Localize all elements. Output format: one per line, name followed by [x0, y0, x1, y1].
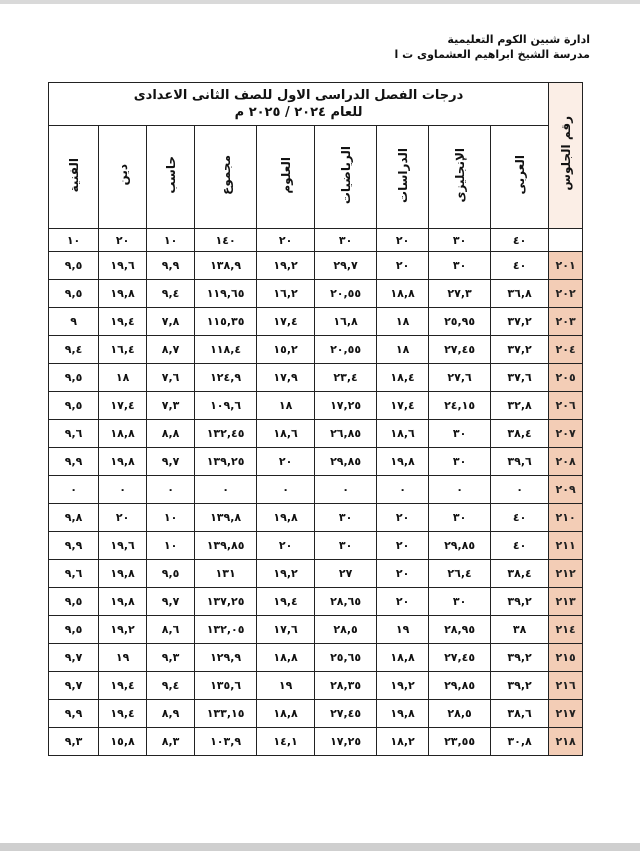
score-cell: ٩	[49, 308, 99, 336]
score-cell: ١٣٢,٠٥	[195, 616, 257, 644]
score-cell: ١١٩,٦٥	[195, 280, 257, 308]
score-cell: ١٦,٤	[99, 336, 147, 364]
score-cell: ١٨	[257, 392, 315, 420]
table-row	[49, 280, 583, 308]
score-cell: ١٩,٨	[99, 588, 147, 616]
score-cell: ٢٠	[377, 560, 429, 588]
column-header: مجموع	[218, 155, 233, 195]
score-cell: ٠	[195, 476, 257, 504]
score-cell: ١٩,٢	[377, 672, 429, 700]
score-cell: ١٤,١	[257, 728, 315, 756]
score-cell: ٣٨,٤	[491, 420, 549, 448]
score-cell: ٢٨,٦٥	[315, 588, 377, 616]
score-cell: ٩,٧	[147, 588, 195, 616]
score-cell: ٣٩,٦	[491, 448, 549, 476]
column-header: الدراسات	[395, 147, 410, 203]
score-cell: ١٣٩,٢٥	[195, 448, 257, 476]
score-cell: ١٨,٨	[99, 420, 147, 448]
score-cell: ١٩,٤	[257, 588, 315, 616]
score-cell: ٧,٣	[147, 392, 195, 420]
score-cell: ١٩,٤	[99, 308, 147, 336]
score-cell: ١٩	[257, 672, 315, 700]
score-cell: ٩,٥	[49, 252, 99, 280]
score-cell: ٠	[377, 476, 429, 504]
column-header-cell	[257, 126, 315, 229]
score-cell: ٣٧,٢	[491, 336, 549, 364]
table-row	[49, 308, 583, 336]
score-cell: ٢٠	[377, 588, 429, 616]
column-header-cell	[491, 126, 549, 229]
score-cell: ٠	[257, 476, 315, 504]
column-header-cell	[99, 126, 147, 229]
seat-number-cell: ٢٠٩	[549, 476, 583, 504]
score-cell: ١٢٩,٩	[195, 644, 257, 672]
score-cell: ١٩,٤	[99, 700, 147, 728]
table-row	[49, 476, 583, 504]
score-cell: ٩,٩	[49, 448, 99, 476]
score-cell: ٢٠	[99, 504, 147, 532]
score-cell: ٠	[429, 476, 491, 504]
score-cell: ٣٧,٦	[491, 364, 549, 392]
score-cell: ١٨,٦	[257, 420, 315, 448]
school-name: مدرسة الشيخ ابراهيم العشماوى ت ا	[394, 48, 590, 61]
score-cell: ١٣١	[195, 560, 257, 588]
seat-number-cell: ٢٠٧	[549, 420, 583, 448]
column-header: العربى	[512, 155, 527, 195]
score-cell: ٩,٩	[49, 532, 99, 560]
score-cell: ١٩,٨	[377, 700, 429, 728]
score-cell: ١٩,٤	[99, 672, 147, 700]
table-row	[49, 392, 583, 420]
seat-number-cell: ٢٠٨	[549, 448, 583, 476]
score-cell: ٩,٤	[147, 672, 195, 700]
score-cell: ٩,٧	[147, 448, 195, 476]
score-cell: ١٩,٨	[257, 504, 315, 532]
score-cell: ٢٩,٨٥	[429, 672, 491, 700]
score-cell: ٩,٥	[49, 364, 99, 392]
column-header: الفنية	[66, 157, 81, 193]
column-header-cell	[315, 126, 377, 229]
score-cell: ٩,٧	[49, 644, 99, 672]
table-row	[49, 532, 583, 560]
score-cell: ٢٠	[377, 252, 429, 280]
score-cell: ٣٨,٦	[491, 700, 549, 728]
score-cell: ١٢٤,٩	[195, 364, 257, 392]
score-cell: ٢٧,٤٥	[315, 700, 377, 728]
score-cell: ٩,٥	[147, 560, 195, 588]
score-cell: ٣٠	[429, 588, 491, 616]
score-cell: ١٧,٩	[257, 364, 315, 392]
score-cell: ٢٨,٥	[315, 616, 377, 644]
page-top-border	[0, 0, 640, 4]
score-cell: ١٥,٢	[257, 336, 315, 364]
table-row	[49, 700, 583, 728]
max-score-cell: ٣٠	[429, 229, 491, 252]
table-row	[49, 420, 583, 448]
score-cell: ٣٨	[491, 616, 549, 644]
score-cell: ١٧,٦	[257, 616, 315, 644]
column-header: حاسب	[163, 156, 178, 194]
score-cell: ١٨,٨	[377, 280, 429, 308]
score-cell: ١٣٥,٦	[195, 672, 257, 700]
score-cell: ١٨,٨	[257, 700, 315, 728]
score-cell: ١٨,٢	[377, 728, 429, 756]
score-cell: ١٣٨,٩	[195, 252, 257, 280]
seat-number-cell: ٢٠١	[549, 252, 583, 280]
score-cell: ١٩,٢	[257, 560, 315, 588]
score-cell: ١٨,٤	[377, 364, 429, 392]
seat-number-cell: ٢١٤	[549, 616, 583, 644]
table-row	[49, 644, 583, 672]
score-cell: ١٣٧,٢٥	[195, 588, 257, 616]
score-cell: ١٠	[147, 532, 195, 560]
score-cell: ٠	[147, 476, 195, 504]
score-cell: ٣٩,٢	[491, 644, 549, 672]
score-cell: ٩,٤	[147, 280, 195, 308]
column-header-cell	[147, 126, 195, 229]
max-score-cell: ١٠	[147, 229, 195, 252]
score-cell: ١٩	[99, 644, 147, 672]
score-cell: ١٩,٢	[257, 252, 315, 280]
seat-number-cell: ٢١١	[549, 532, 583, 560]
column-header-cell	[429, 126, 491, 229]
table-row	[49, 672, 583, 700]
table-row	[49, 448, 583, 476]
score-cell: ١٨,٦	[377, 420, 429, 448]
score-cell: ٢٩,٨٥	[429, 532, 491, 560]
score-cell: ٨,٣	[147, 728, 195, 756]
score-cell: ٢٧,٤٥	[429, 336, 491, 364]
score-cell: ١٩,٢	[99, 616, 147, 644]
score-cell: ٢٨,٩٥	[429, 616, 491, 644]
score-cell: ١٩,٨	[99, 280, 147, 308]
max-score-cell: ١٤٠	[195, 229, 257, 252]
table-title-cell	[49, 83, 549, 126]
score-cell: ١٨,٨	[257, 644, 315, 672]
score-cell: ٨,٧	[147, 336, 195, 364]
score-cell: ١٣٢,٤٥	[195, 420, 257, 448]
max-score-cell: ١٠	[49, 229, 99, 252]
score-cell: ٢٧,٦	[429, 364, 491, 392]
score-cell: ٩,٦	[49, 420, 99, 448]
table-row	[49, 336, 583, 364]
score-cell: ٩,٥	[49, 616, 99, 644]
seat-number-cell: ٢٠٦	[549, 392, 583, 420]
max-score-cell: ٢٠	[257, 229, 315, 252]
score-cell: ٤٠	[491, 252, 549, 280]
score-cell: ١٩,٦	[99, 252, 147, 280]
score-cell: ١٦,٨	[315, 308, 377, 336]
seat-number-cell: ٢١٣	[549, 588, 583, 616]
score-cell: ١٠	[147, 504, 195, 532]
seat-number-cell: ٢١٢	[549, 560, 583, 588]
score-cell: ٠	[49, 476, 99, 504]
score-cell: ٢٣,٥٥	[429, 728, 491, 756]
score-cell: ٨,٦	[147, 616, 195, 644]
table-row	[49, 252, 583, 280]
score-cell: ٢٨,٥	[429, 700, 491, 728]
table-row	[49, 364, 583, 392]
score-cell: ٨,٨	[147, 420, 195, 448]
score-cell: ١١٥,٣٥	[195, 308, 257, 336]
score-cell: ٩,٩	[147, 252, 195, 280]
document-header	[395, 32, 590, 62]
seat-number-cell: ٢٠٤	[549, 336, 583, 364]
score-cell: ٩,٣	[49, 728, 99, 756]
score-cell: ٠	[491, 476, 549, 504]
score-cell: ١٣٩,٨	[195, 504, 257, 532]
max-score-cell: ٤٠	[491, 229, 549, 252]
score-cell: ٢٧,٣	[429, 280, 491, 308]
column-header: الرياضيات	[338, 145, 353, 205]
score-cell: ٩,٧	[49, 672, 99, 700]
score-cell: ٧,٨	[147, 308, 195, 336]
score-cell: ٢٦,٨٥	[315, 420, 377, 448]
score-cell: ٢٠	[377, 504, 429, 532]
seat-number-header: رقم الجلوس	[558, 116, 573, 191]
score-cell: ١٩,٨	[99, 448, 147, 476]
score-cell: ٨,٩	[147, 700, 195, 728]
score-cell: ٩,٥	[49, 280, 99, 308]
score-cell: ٧,٦	[147, 364, 195, 392]
score-cell: ١٠٣,٩	[195, 728, 257, 756]
score-cell: ١٧,٤	[377, 392, 429, 420]
score-cell: ٠	[315, 476, 377, 504]
seat-number-cell: ٢٠٣	[549, 308, 583, 336]
seat-number-cell: ٢١٨	[549, 728, 583, 756]
score-cell: ٢٥,٩٥	[429, 308, 491, 336]
score-cell: ١١٨,٤	[195, 336, 257, 364]
score-cell: ١٧,٤	[257, 308, 315, 336]
score-cell: ٩,٥	[49, 392, 99, 420]
column-header: الإنجليزى	[452, 147, 467, 203]
score-cell: ٢٩,٨٥	[315, 448, 377, 476]
score-cell: ١٩,٦	[99, 532, 147, 560]
score-cell: ١٨	[99, 364, 147, 392]
score-cell: ٩,٩	[49, 700, 99, 728]
table-row	[49, 728, 583, 756]
score-cell: ٢٠	[257, 448, 315, 476]
score-cell: ١٠٩,٦	[195, 392, 257, 420]
score-cell: ٩,٣	[147, 644, 195, 672]
score-cell: ٣٠	[429, 420, 491, 448]
score-cell: ٢٥,٦٥	[315, 644, 377, 672]
max-score-cell: ٢٠	[377, 229, 429, 252]
table-title: درجات الفصل الدراسى الاول للصف الثانى الاعدادى	[133, 88, 464, 103]
score-cell: ٢٠	[377, 532, 429, 560]
score-cell: ٢٣,٤	[315, 364, 377, 392]
seat-number-cell: ٢٠٢	[549, 280, 583, 308]
seat-number-cell: ٢١٦	[549, 672, 583, 700]
seat-number-cell: ٢١٥	[549, 644, 583, 672]
score-cell: ٣٠	[315, 504, 377, 532]
score-cell: ١٨	[377, 308, 429, 336]
administration-name: ادارة شبين الكوم التعليمية	[447, 33, 590, 46]
score-cell: ٣٢,٨	[491, 392, 549, 420]
page-bottom-border	[0, 843, 640, 851]
score-cell: ٤٠	[491, 504, 549, 532]
seat-number-header-cell	[549, 83, 583, 229]
score-cell: ٣٩,٢	[491, 588, 549, 616]
score-cell: ٣٩,٢	[491, 672, 549, 700]
score-cell: ٣٦,٨	[491, 280, 549, 308]
column-header: العلوم	[278, 156, 293, 194]
max-score-cell: ٣٠	[315, 229, 377, 252]
score-cell: ١٨	[377, 336, 429, 364]
grades-table	[48, 82, 583, 756]
score-cell: ٣٠	[429, 252, 491, 280]
score-cell: ٢٩,٧	[315, 252, 377, 280]
table-row	[49, 504, 583, 532]
score-cell: ٣٧,٢	[491, 308, 549, 336]
score-cell: ١٧,٢٥	[315, 392, 377, 420]
column-header-cell	[377, 126, 429, 229]
score-cell: ٣٠,٨	[491, 728, 549, 756]
score-cell: ١٧,٢٥	[315, 728, 377, 756]
score-cell: ١٥,٨	[99, 728, 147, 756]
score-cell: ١٨,٨	[377, 644, 429, 672]
seat-number-cell: ٢٠٥	[549, 364, 583, 392]
table-row	[49, 560, 583, 588]
column-header-cell	[195, 126, 257, 229]
score-cell: ٢٨,٣٥	[315, 672, 377, 700]
column-header-cell	[49, 126, 99, 229]
seat-number-cell: ٢١٧	[549, 700, 583, 728]
max-scores-seat-cell	[549, 229, 583, 252]
score-cell: ٢٤,١٥	[429, 392, 491, 420]
table-subtitle-year: للعام ٢٠٢٤ / ٢٠٢٥ م	[234, 105, 363, 120]
score-cell: ١٣٣,١٥	[195, 700, 257, 728]
score-cell: ١٩,٨	[377, 448, 429, 476]
score-cell: ٢٠,٥٥	[315, 280, 377, 308]
score-cell: ٠	[99, 476, 147, 504]
table-row	[49, 588, 583, 616]
score-cell: ١٩	[377, 616, 429, 644]
score-cell: ٣٨,٤	[491, 560, 549, 588]
score-cell: ٤٠	[491, 532, 549, 560]
score-cell: ٣٠	[429, 448, 491, 476]
score-cell: ٢٠	[257, 532, 315, 560]
score-cell: ٣٠	[429, 504, 491, 532]
score-cell: ٣٠	[315, 532, 377, 560]
max-score-cell: ٢٠	[99, 229, 147, 252]
score-cell: ١٧,٤	[99, 392, 147, 420]
score-cell: ٩,٥	[49, 588, 99, 616]
seat-number-cell: ٢١٠	[549, 504, 583, 532]
score-cell: ٢٦,٤	[429, 560, 491, 588]
score-cell: ٢٧,٤٥	[429, 644, 491, 672]
score-cell: ١٦,٢	[257, 280, 315, 308]
score-cell: ٢٧	[315, 560, 377, 588]
score-cell: ٩,٦	[49, 560, 99, 588]
table-row	[49, 616, 583, 644]
score-cell: ٢٠,٥٥	[315, 336, 377, 364]
score-cell: ١٩,٨	[99, 560, 147, 588]
score-cell: ١٣٩,٨٥	[195, 532, 257, 560]
score-cell: ٩,٨	[49, 504, 99, 532]
column-header: دين	[115, 164, 130, 186]
score-cell: ٩,٤	[49, 336, 99, 364]
